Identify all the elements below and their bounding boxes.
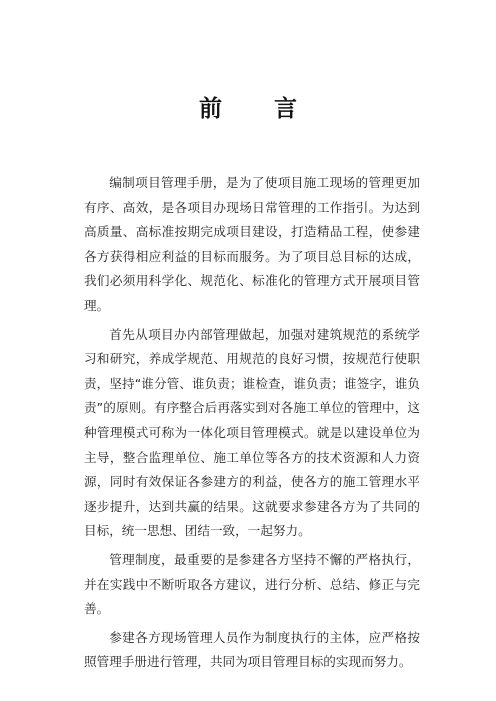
paragraph-2: 首先从项目办内部管理做起，加强对建筑规范的系统学习和研究，养成学规范、用规范的良好习惯，按规范行使职责，坚持“谁分管、谁负责；谁检查，谁负责；谁签字，谁负责”的原则。有序整合后再落实到对各施工单位的管理中，这种管理模式可称为一体化项目管理模式。就是以建设单位为主导，整合监理单位、施工单位等各方的技术资源和人力资源，同时有效保证各参建方的利益，使各方的施工管理水平逐步提升，达到共赢的结果。这就要求参建各方为了共同的目标，统一思想、团结一致，一起努力。	[84, 326, 420, 539]
paragraph-3: 管理制度，最重要的是参建各方坚持不懈的严格执行，并在实践中不断听取各方建议，进行分析、总结、修正与完善。	[84, 551, 420, 617]
paragraph-4: 参建各方现场管理人员作为制度执行的主体，应严格按照管理手册进行管理，共同为项目管理目标的实现而努力。	[84, 629, 420, 670]
paragraph-1: 编制项目管理手册，是为了使项目施工现场的管理更加有序、高效，是各项目办现场日常管理的工作指引。为达到高质量、高标准按期完成项目建设，打造精品工程，使参建各方获得相应利益的目标而服务。为了项目总目标的达成，我们必须用科学化、规范化、标准化的管理方式开展项目管理。	[84, 175, 420, 313]
document-body	[84, 171, 420, 675]
page-title: 前 言	[198, 96, 319, 122]
